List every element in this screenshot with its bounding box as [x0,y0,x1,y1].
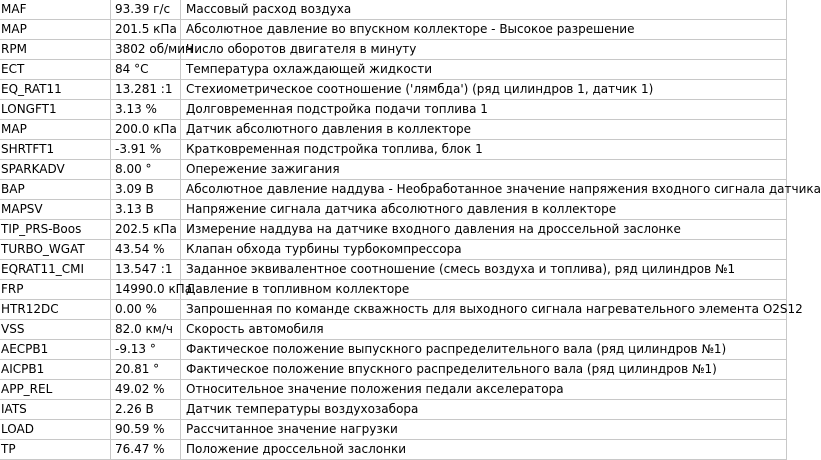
pid-value-cell: 84 °C [111,60,181,80]
pid-description-cell: Запрошенная по команде скважность для выходного сигнала нагревательного элемента O2S12 [181,300,787,320]
pid-value-cell: 3.09 В [111,180,181,200]
pid-description-cell: Относительное значение положения педали акселератора [181,380,787,400]
pid-row[interactable] [0,60,787,80]
pid-description-cell: Давление в топливном коллекторе [181,280,787,300]
pid-name-cell: APP_REL [0,380,111,400]
pid-value-cell: 14990.0 кПа [111,280,181,300]
pid-row[interactable] [0,0,787,20]
pid-description-cell: Стехиометрическое соотношение ('лямбда') (ряд цилиндров 1, датчик 1) [181,80,787,100]
pid-description-cell: Долговременная подстройка подачи топлива 1 [181,100,787,120]
pid-row[interactable] [0,420,787,440]
pid-value-cell: 0.00 % [111,300,181,320]
pid-row[interactable] [0,200,787,220]
pid-row[interactable] [0,400,787,420]
pid-name-cell: TP [0,440,111,460]
pid-row[interactable] [0,320,787,340]
pid-value-cell: 90.59 % [111,420,181,440]
pid-value-cell: 49.02 % [111,380,181,400]
pid-description-cell: Клапан обхода турбины турбокомпрессора [181,240,787,260]
pid-name-cell: LONGFT1 [0,100,111,120]
pid-name-cell: AICPB1 [0,360,111,380]
pid-name-cell: TIP_PRS-Boos [0,220,111,240]
pid-value-cell: 76.47 % [111,440,181,460]
pid-description-cell: Кратковременная подстройка топлива, блок 1 [181,140,787,160]
pid-name-cell: MAP [0,120,111,140]
pid-value-cell: 93.39 г/с [111,0,181,20]
pid-name-cell: IATS [0,400,111,420]
pid-description-cell: Абсолютное давление во впускном коллекторе - Высокое разрешение [181,20,787,40]
pid-value-cell: 3.13 % [111,100,181,120]
pid-row[interactable] [0,300,787,320]
pid-name-cell: VSS [0,320,111,340]
pid-name-cell: EQ_RAT11 [0,80,111,100]
pid-value-cell: 3802 об/мин [111,40,181,60]
pid-name-cell: MAP [0,20,111,40]
pid-row[interactable] [0,160,787,180]
pid-row[interactable] [0,380,787,400]
pid-description-cell: Измерение наддува на датчике входного давления на дроссельной заслонке [181,220,787,240]
pid-value-cell: 13.281 :1 [111,80,181,100]
pid-value-cell: 200.0 кПа [111,120,181,140]
pid-row[interactable] [0,180,787,200]
pid-description-cell: Скорость автомобиля [181,320,787,340]
pid-row[interactable] [0,80,787,100]
pid-value-cell: 202.5 кПа [111,220,181,240]
pid-row[interactable] [0,240,787,260]
pid-description-cell: Напряжение сигнала датчика абсолютного давления в коллекторе [181,200,787,220]
pid-description-cell: Опережение зажигания [181,160,787,180]
pid-row[interactable] [0,140,787,160]
pid-description-cell: Массовый расход воздуха [181,0,787,20]
pid-value-cell: 20.81 ° [111,360,181,380]
pid-description-cell: Заданное эквивалентное соотношение (смесь воздуха и топлива), ряд цилиндров №1 [181,260,787,280]
pid-description-cell: Рассчитанное значение нагрузки [181,420,787,440]
pid-name-cell: MAF [0,0,111,20]
pid-value-cell: 82.0 км/ч [111,320,181,340]
pid-row[interactable] [0,260,787,280]
pid-description-cell: Число оборотов двигателя в минуту [181,40,787,60]
pid-description-cell: Фактическое положение выпускного распределительного вала (ряд цилиндров №1) [181,340,787,360]
pid-description-cell: Фактическое положение впускного распределительного вала (ряд цилиндров №1) [181,360,787,380]
pid-row[interactable] [0,360,787,380]
pid-value-cell: 13.547 :1 [111,260,181,280]
pid-row[interactable] [0,440,787,460]
pid-row[interactable] [0,220,787,240]
pid-name-cell: SHRTFT1 [0,140,111,160]
pid-row[interactable] [0,120,787,140]
pid-row[interactable] [0,100,787,120]
pid-name-cell: FRP [0,280,111,300]
pid-name-cell: LOAD [0,420,111,440]
pid-row[interactable] [0,340,787,360]
pid-name-cell: TURBO_WGAT [0,240,111,260]
pid-name-cell: AECPB1 [0,340,111,360]
pid-value-cell: 2.26 В [111,400,181,420]
pid-value-cell: 43.54 % [111,240,181,260]
pid-description-cell: Температура охлаждающей жидкости [181,60,787,80]
pid-name-cell: ECT [0,60,111,80]
pid-row[interactable] [0,20,787,40]
pid-name-cell: HTR12DC [0,300,111,320]
pid-name-cell: BAP [0,180,111,200]
pid-description-cell: Датчик абсолютного давления в коллекторе [181,120,787,140]
pid-description-cell: Датчик температуры воздухозабора [181,400,787,420]
pid-value-cell: 8.00 ° [111,160,181,180]
pid-description-cell: Положение дроссельной заслонки [181,440,787,460]
pid-row[interactable] [0,40,787,60]
pid-value-cell: 3.13 В [111,200,181,220]
pid-name-cell: MAPSV [0,200,111,220]
pid-value-cell: -3.91 % [111,140,181,160]
pid-value-cell: 201.5 кПа [111,20,181,40]
pid-value-cell: -9.13 ° [111,340,181,360]
pid-name-cell: EQRAT11_CMI [0,260,111,280]
pid-description-cell: Абсолютное давление наддува - Необработанное значение напряжения входного сигнала датчика [181,180,787,200]
pid-row[interactable] [0,280,787,300]
pid-name-cell: RPM [0,40,111,60]
pid-name-cell: SPARKADV [0,160,111,180]
